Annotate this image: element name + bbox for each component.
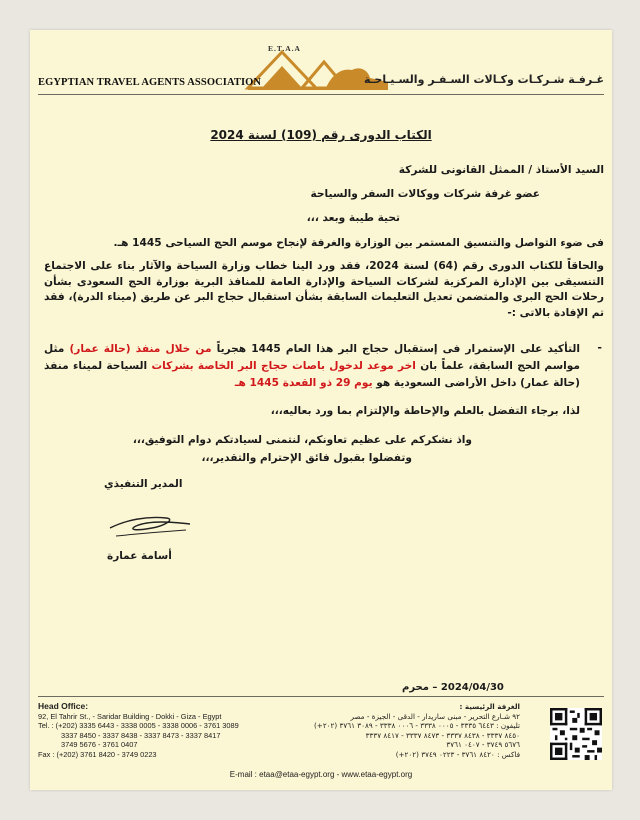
letter-date: 2024/04/30 – محرم xyxy=(402,682,504,693)
paragraph-1: فى ضوء التواصل والتنسيق المستمر بين الوزارة والغرفة لإنجاح موسم الحج السياحى 1445 هـ. xyxy=(113,237,604,249)
signer-name: أسامة عمارة xyxy=(107,550,172,562)
paragraph-2: والحاقاً للكتاب الدورى رقم (64) لسنة 2024، فقد ورد الينا خطاب وزارة السياحة والآثار بناء على الاجتماع التنسيقى بين الإدارة المركزية لشركات السياحة والإدارة العامة للمنافذ البرية بوزارة الحج السعودى بشأن رحلات الحج البرى والمتضمن تعديل التعليمات السابقة بشأن استقبال حجاج البر عن طريق (ميناء الدرة)، فقد تم الإفادة بالاتى :- xyxy=(44,260,604,319)
bullet-text-1: التأكيد على الإستمرار فى إستقبال حجاج البر هذا العام 1445 هجرياً xyxy=(211,343,581,355)
bullet-highlight-date: يوم 29 ذو القعدة 1445 هـ xyxy=(234,377,373,389)
bullet-text-3: السياحة لميناء منفذ (حالة عمار) داخل الأراضى السعودية هو xyxy=(44,360,580,389)
head-office-label: Head Office: xyxy=(38,701,89,711)
closing-line: وتفضلوا بقبول فائق الإحترام والتقدير،،، xyxy=(201,452,412,464)
bullet-dash: - xyxy=(597,341,602,354)
recipient-line-1: السيد الأستاذ / الممثل القانونى للشركة xyxy=(398,164,604,176)
signature-icon xyxy=(106,506,196,546)
bullet-paragraph xyxy=(44,341,580,392)
ar-tel-line-2: ٨٤٥٠ ٣٣٣٧ - ٨٤٣٨ ٣٣٣٧ - ٨٤٧٣ ٣٣٣٧ - ٨٤١٧ ٣٣٣٧ xyxy=(365,730,520,740)
greeting: تحية طيبة وبعد ،،، xyxy=(306,212,400,224)
thanks-line: واذ نشكركم على عظيم تعاونكم، لنتمنى لسيادتكم دوام التوفيق،،، xyxy=(132,434,472,446)
ar-head-office-label: الغرفة الرئيسية : xyxy=(459,702,520,711)
signer-title: المدير التنفيذي xyxy=(104,478,183,490)
arabic-association-name: غـرفـة شـركـات وكـالات السـفـر والسـيـاحـة xyxy=(363,73,604,86)
tel-line-3: 3749 5676 - 3761 0407 xyxy=(61,740,138,749)
bullet-highlight-deadline: اخر موعد لدخول باصات حجاج البر الخاصة بشركات xyxy=(151,360,416,372)
footer-email-website: E-mail : etaa@etaa-egypt.org - www.etaa-egypt.org xyxy=(229,770,413,779)
tel-line-1: Tel. : (+202) 3335 6443 - 3338 0005 - 3338 0006 - 3761 3089 xyxy=(38,721,239,730)
header-divider xyxy=(38,94,604,95)
bullet-highlight-port: من خلال منفذ (حالة عمار) xyxy=(69,343,212,355)
english-association-name: EGYPTIAN TRAVEL AGENTS ASSOCIATION xyxy=(38,77,262,88)
footer-divider xyxy=(38,696,604,697)
circular-title: الكتاب الدورى رقم (109) لسنة 2024 xyxy=(210,128,432,142)
request-line: لذا، برجاء التفضل بالعلم والإحاطة والإلتزام بما ورد بعاليه،،، xyxy=(270,405,580,417)
ar-tel-line-1: تليفون : ٦٤٤٣ ٣٣٣٥ - ٠٠٠٥ ٣٣٣٨ - ٠٠٠٦ ٣٣٣٨ - ٣٠٨٩ ٣٧٦١ (٢٠٢+) xyxy=(313,721,520,730)
letter-sheet xyxy=(30,30,612,790)
fax-line: Fax : (+202) 3761 8420 - 3749 0223 xyxy=(38,749,157,759)
qr-code-icon xyxy=(550,708,602,760)
footer-arabic-contact xyxy=(314,702,520,759)
tel-line-2: 3337 8450 - 3337 8438 - 3337 8473 - 3337 8417 xyxy=(61,730,221,740)
ar-tel-line-3: ٥٦٧٦ ٣٧٤٩ - ٠٤٠٧ ٣٧٦١ xyxy=(446,740,520,749)
head-office-address: 92, El Tahrir St., - Saridar Building - Dokki - Giza - Egypt xyxy=(38,711,222,721)
ar-fax-line: فاكس : ٨٤٢٠ ٣٧٦١ - ٠٢٢٣ ٣٧٤٩ (٢٠٢+) xyxy=(395,749,520,759)
recipient-line-2: عضو غرفة شركات ووكالات السفر والسياحة xyxy=(310,188,540,200)
etaa-label: E.T.A.A xyxy=(268,44,301,53)
bullet-text-2: مثل مواسم الحج السابقة، علماً بان xyxy=(44,343,580,372)
footer-english-contact xyxy=(38,702,239,759)
ar-address: ٩٢ شـارع التحرير - مبنى ساريدار - الدقى - الجيزة - مصر xyxy=(350,711,520,721)
